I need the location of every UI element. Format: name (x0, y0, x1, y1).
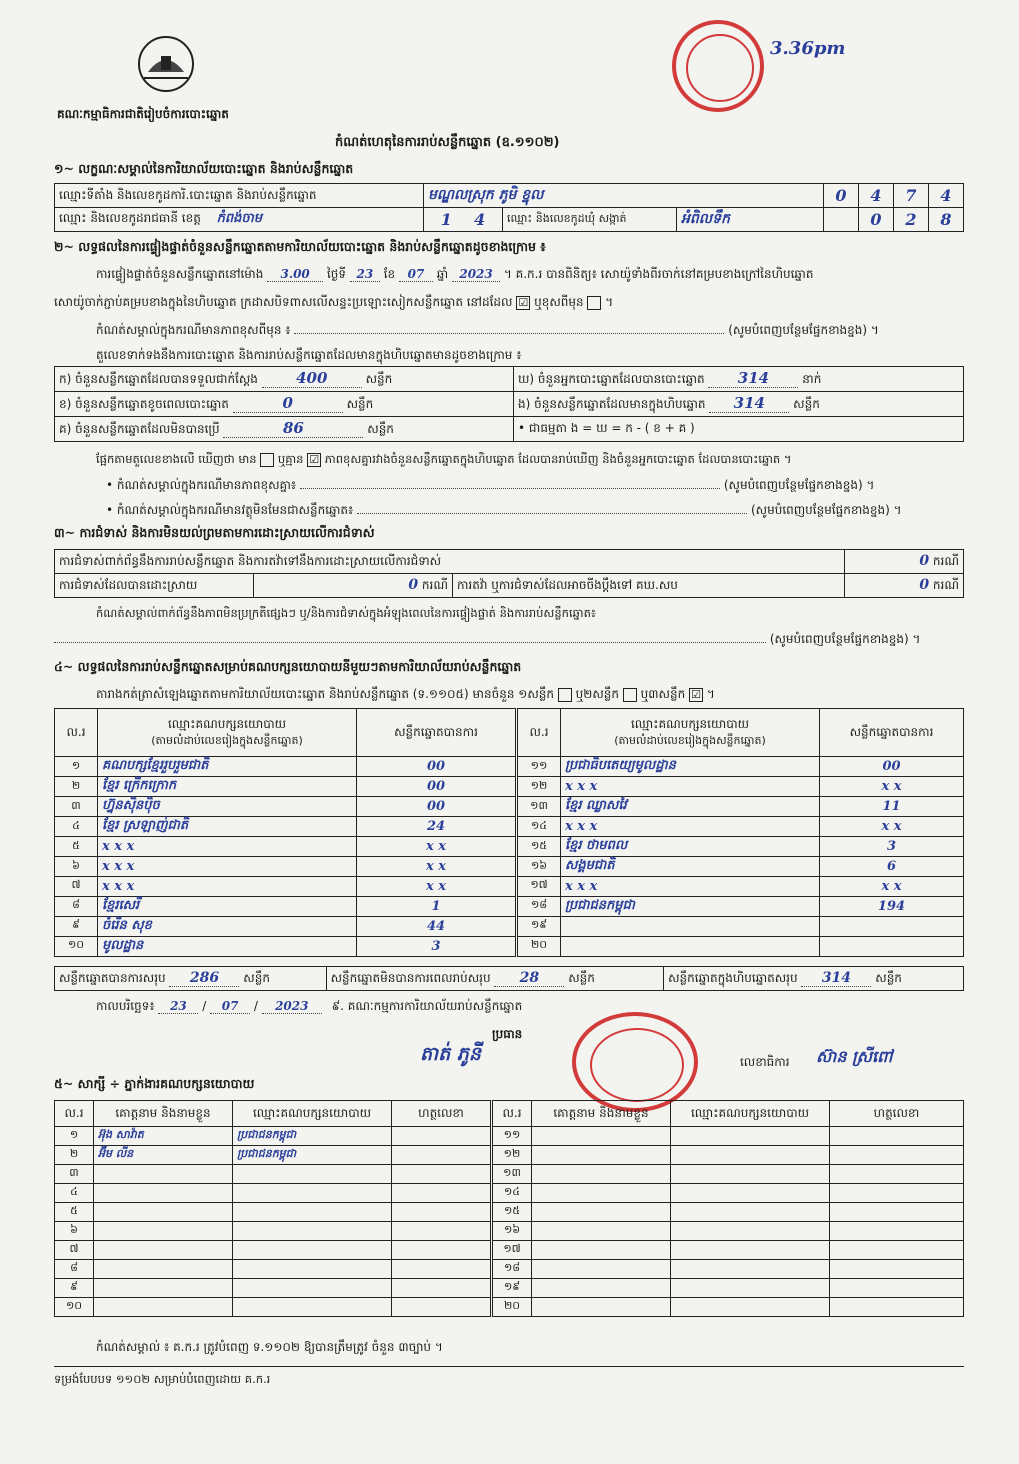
witness-signature (392, 1165, 492, 1184)
witness-signature (392, 1279, 492, 1298)
row-no: ១ (55, 757, 98, 777)
witness-name (94, 1203, 233, 1222)
voters-voted: ឃ) ចំនួនអ្នកបោះឆ្នោតដែលបានបោះឆ្នោត 314 នាក់ (514, 367, 964, 392)
witness-name: អ៊ីម លីន (94, 1146, 233, 1165)
commune-label: ឈ្មោះ និងលេខកូដឃុំ សង្កាត់ (503, 208, 677, 232)
row-no: ១៨ (517, 896, 561, 916)
witness-name (94, 1165, 233, 1184)
station-name-label: ឈ្មោះទីតាំង និងលេខកូដការិ.បោះឆ្នោត និងរាប់សន្លឹកឆ្នោត (55, 184, 424, 208)
row-no: ២ (55, 1146, 94, 1165)
party-votes: 194 (820, 896, 964, 916)
party-name: គណបក្សខ្មែររួបរួមជាតិ (98, 757, 357, 777)
witness-party (671, 1203, 830, 1222)
party-name: x x x (561, 817, 820, 837)
party-name (561, 916, 820, 936)
w-col-party: ឈ្មោះគណបក្សនយោបាយ (671, 1101, 830, 1127)
row-no: ១៧ (492, 1241, 532, 1260)
row-no: ១២ (492, 1146, 532, 1165)
row-no: ៩ (55, 916, 98, 936)
party-votes-table (54, 708, 964, 957)
party-name (561, 936, 820, 956)
table-row (55, 877, 964, 897)
witness-name: អ៊ុង សាវ៉ាត (94, 1127, 233, 1146)
party-votes: 3 (357, 936, 517, 956)
col-votes: សន្លឹកឆ្នោតបានការ (820, 709, 964, 757)
nec-logo-icon (136, 34, 196, 94)
unused-ballots: គ) ចំនួនសន្លឹកឆ្នោតដែលមិនបានប្រើ 86 សន្លឹក (55, 417, 514, 442)
table-row (55, 837, 964, 857)
party-votes: 24 (357, 817, 517, 837)
verification-line-2: សោយ៉ូចាក់ភ្ជាប់គម្របខាងក្នុងនៃហិបឆ្នោត ក្រដាសបិទពាសលើសន្ទះប្រឡោះសៀកសន្លឹកឆ្នោត នៅដដែល ☑ ឬខុសពីមុន ។ (54, 295, 614, 309)
witness-name (94, 1260, 233, 1279)
witness-name (532, 1184, 671, 1203)
witness-name (532, 1222, 671, 1241)
witness-party (671, 1165, 830, 1184)
witness-party (671, 1241, 830, 1260)
witness-name (94, 1222, 233, 1241)
stamp-note: 3.36pm (770, 38, 846, 59)
row-no: ៩ (55, 1279, 94, 1298)
party-votes: x x (357, 877, 517, 897)
w-col-sign: ហត្ថលេខា (830, 1101, 964, 1127)
section-5-heading: ៥~ សាក្សី ÷ ភ្នាក់ងារគណបក្សនយោបាយ (54, 1076, 255, 1091)
form-footer: ទម្រង់បែបបទ ១១០២ សម្រាប់បំពេញដោយ គ.ក.រ (54, 1372, 271, 1386)
party-name: ខ្មែរ ឈ្លាសវៃ (561, 797, 820, 817)
figures-table (54, 366, 964, 442)
total-in-box: សន្លឹកឆ្នោតក្នុងហិបឆ្នោតសរុប 314 សន្លឹក (664, 967, 964, 991)
province-code: 1 4 (424, 208, 503, 232)
party-votes: 3 (820, 837, 964, 857)
resolved-label: ការជំទាស់ដែលបានដោះស្រាយ (55, 574, 254, 598)
bullet-note-1: • កំណត់សម្គាល់ក្នុងករណីមានភាពខុសគ្នា៖ (សូមបំពេញបន្ថែមផ្នែកខាងខ្នង) ។ (106, 478, 875, 492)
resolved-count: 0 ករណី (254, 574, 453, 598)
section-1-heading: ១~ លក្ខណៈសម្គាល់នៃការិយាល័យបោះឆ្នោត និងរាប់សន្លឹកឆ្នោត (54, 161, 354, 176)
commune-value: អំពិលទឹក (677, 208, 824, 232)
party-votes (820, 936, 964, 956)
witness-party (233, 1184, 392, 1203)
party-votes: x x (357, 857, 517, 877)
party-name: ខ្មែរសេរី (98, 896, 357, 916)
formula: • ជាធម្មតា ង = ឃ = ក - ( ខ + គ ) (514, 417, 964, 442)
table-row (55, 1146, 964, 1165)
party-name: សង្គមជាតិ (561, 857, 820, 877)
witness-signature (392, 1203, 492, 1222)
row-no: ៥ (55, 1203, 94, 1222)
row-no: ២ (55, 777, 98, 797)
irregularities-note: កំណត់សម្គាល់ពាក់ព័ន្ធនឹងភាពមិនប្រក្រតីផ្សេងៗ ឬ/និងការជំទាស់ក្នុងអំឡុងពេលនៃការផ្ទៀងផ្ទាត់ និងការរាប់សន្លឹកឆ្នោត៖ (96, 606, 596, 620)
party-name: ប្រជាជនកម្ពុជា (561, 896, 820, 916)
witness-name (532, 1127, 671, 1146)
witness-signature (392, 1241, 492, 1260)
spoiled-ballots: ខ) ចំនួនសន្លឹកឆ្នោតខូចពេលបោះឆ្នោត 0 សន្លឹក (55, 392, 514, 417)
row-no: ១៤ (517, 817, 561, 837)
row-no: ៤ (55, 1184, 94, 1203)
witness-party (233, 1241, 392, 1260)
station-name-value: មណ្ឌលស្រុក ភូមិ ខ្នុល (424, 184, 824, 208)
witness-party (671, 1298, 830, 1317)
col-no: ល.រ (55, 709, 98, 757)
province-label: ឈ្មោះ និងលេខកូដរាជធានី ខេត្ត (59, 211, 201, 225)
table-row (55, 1222, 964, 1241)
chair-label: ប្រធាន (492, 1027, 523, 1041)
row-no: ១១ (492, 1127, 532, 1146)
witness-signature (830, 1298, 964, 1317)
objections-count: 0 ករណី (845, 550, 964, 574)
table-row (55, 1203, 964, 1222)
witness-signature (830, 1279, 964, 1298)
table-row (55, 916, 964, 936)
difference-note: កំណត់សម្គាល់ក្នុងករណីមានភាពខុសពីមុន ៖ (សូមបំពេញបន្ថែមផ្នែកខាងខ្នង) ។ (96, 323, 879, 337)
total-valid: សន្លឹកឆ្នោតបានការសរុប 286 សន្លឹក (55, 967, 327, 991)
party-votes: x x (820, 817, 964, 837)
objections-table (54, 549, 964, 598)
irregularities-line: (សូមបំពេញបន្ថែមផ្នែកខាងខ្នង) ។ (54, 631, 964, 649)
code-digit: 0 (824, 184, 859, 208)
witness-party (671, 1260, 830, 1279)
witness-signature (830, 1260, 964, 1279)
count-month: 07 (399, 267, 433, 282)
code-digit: 0 (859, 208, 894, 232)
party-name: ហ្វ៊ុនស៊ិនប៉ិច (98, 797, 357, 817)
footer-rule (54, 1366, 964, 1367)
witness-party (233, 1203, 392, 1222)
objections-label: ការជំទាស់ពាក់ព័ន្ធនឹងការរាប់សន្លឹកឆ្នោត និងការតវ៉ាទៅនឹងការដោះស្រាយលើការជំទាស់ (55, 550, 845, 574)
w-col-sign: ហត្ថលេខា (392, 1101, 492, 1127)
row-no: ១៤ (492, 1184, 532, 1203)
w-col-name: គោត្តនាម និងនាមខ្លួន (94, 1101, 233, 1127)
party-votes: x x (357, 837, 517, 857)
count-time: 3.00 (267, 267, 323, 282)
table-row (55, 1298, 964, 1317)
w-col-no: ល.រ (55, 1101, 94, 1127)
witness-name (94, 1184, 233, 1203)
witness-name (532, 1203, 671, 1222)
party-name: ខ្មែរ ស្រឡាញ់ជាតិ (98, 817, 357, 837)
party-name: x x x (561, 877, 820, 897)
table-row (55, 896, 964, 916)
witness-party (233, 1260, 392, 1279)
code-digit: 7 (894, 184, 929, 208)
no-difference-checkbox[interactable]: ☑ (307, 453, 321, 467)
witness-name (532, 1241, 671, 1260)
row-no: ៣ (55, 797, 98, 817)
row-no: ១២ (517, 777, 561, 797)
row-no: ១៣ (492, 1165, 532, 1184)
witness-name (532, 1279, 671, 1298)
row-no: ១ (55, 1127, 94, 1146)
table-row (55, 817, 964, 837)
org-name: គណៈកម្មាធិការជាតិរៀបចំការបោះឆ្នោត (57, 107, 229, 121)
count-year: 2023 (452, 267, 500, 282)
row-no: ១៨ (492, 1260, 532, 1279)
row-no: ១៩ (517, 916, 561, 936)
station-id-table (54, 183, 964, 232)
form-title: កំណត់ហេតុនៃការរាប់សន្លឹកឆ្នោត (ឧ.១១០២) (335, 135, 560, 150)
witness-signature (830, 1127, 964, 1146)
section-3-heading: ៣~ ការជំទាស់ និងការមិនយល់ព្រមតាមការដោះស្រាយលើការជំទាស់ (54, 525, 375, 540)
table-row (55, 757, 964, 777)
footnote: កំណត់សម្គាល់ ៖ គ.ក.រ ត្រូវបំពេញ ទ.១១០២ ឱ្យបានត្រឹមត្រូវ ចំនួន ៣ច្បាប់ ។ (96, 1340, 443, 1354)
party-votes: 00 (357, 797, 517, 817)
committee-seal-icon (572, 1012, 698, 1112)
witness-party (233, 1165, 392, 1184)
table-row (55, 1279, 964, 1298)
witness-signature (830, 1146, 964, 1165)
row-no: ១៣ (517, 797, 561, 817)
tally-sheets-line: តារាងកត់ត្រាសំឡេងឆ្នោតតាមការិយាល័យបោះឆ្នោត និងរាប់សន្លឹកឆ្នោត (ទ.១១០៥) មានចំនួន ១សន្លឹក ឬ២សន្លឹក ឬ៣សន្លឹក ☑ ។ (96, 687, 715, 701)
two-sheets-checkbox[interactable] (623, 688, 637, 702)
row-no: ៨ (55, 1260, 94, 1279)
row-no: ៥ (55, 837, 98, 857)
witness-name (94, 1298, 233, 1317)
table-row (55, 1241, 964, 1260)
witness-signature (830, 1184, 964, 1203)
party-votes: 11 (820, 797, 964, 817)
province-row (55, 208, 424, 232)
count-day: 23 (350, 267, 380, 282)
col-party: ឈ្មោះគណបក្សនយោបាយ (តាមលំដាប់លេខរៀងក្នុងសន្លឹកឆ្នោត) (561, 709, 820, 757)
witness-signature (392, 1146, 492, 1165)
row-no: ៨ (55, 896, 98, 916)
figures-intro: តួលេខទាក់ទងនឹងការបោះឆ្នោត និងការរាប់សន្លឹកឆ្នោតដែលមានក្នុងហិបឆ្នោតមានដូចខាងក្រោម ៖ (96, 348, 522, 362)
totals-row (54, 966, 964, 991)
party-name: x x x (561, 777, 820, 797)
row-no: ៧ (55, 1241, 94, 1260)
row-no: ១០ (55, 936, 98, 956)
witness-signature (830, 1165, 964, 1184)
row-no: ២០ (517, 936, 561, 956)
party-votes: x x (820, 777, 964, 797)
party-name: x x x (98, 857, 357, 877)
date-line: កាលបរិច្ឆេទ៖ 23 / 07 / 2023 ៩. គណៈកម្មការការិយាល័យរាប់សន្លឹកឆ្នោត (96, 999, 523, 1013)
same-checkbox[interactable]: ☑ (516, 296, 530, 310)
appeal-label: ការតវ៉ា ឬការជំទាស់ដែលអាចចីងប្ដឹងទៅ គឃ.សប (453, 574, 845, 598)
received-ballots: ក) ចំនួនសន្លឹកឆ្នោតដែលបានទទួលជាក់ស្តែង 400 សន្លឹក (55, 367, 514, 392)
row-no: ៣ (55, 1165, 94, 1184)
witness-signature (830, 1241, 964, 1260)
row-no: ១៧ (517, 877, 561, 897)
row-no: ១១ (517, 757, 561, 777)
discrepancy-line: ផ្អែកតាមតួលេខខាងលើ ឃើញថា មាន ឬគ្មាន ☑ ភាពខុសគ្នារវាងចំនួនសន្លឹកឆ្នោតក្នុងហិបឆ្នោត ដែលបានរាប់ឃើញ និងចំនួនអ្នកបោះឆ្នោត ដែលបានបោះឆ្នោត ។ (96, 452, 792, 466)
bullet-note-2: • កំណត់សម្គាល់ក្នុងករណីមានវត្ថុមិនមែនជាសន្លឹកឆ្នោត៖ (សូមបំពេញបន្ថែមផ្នែកខាងខ្នង) ។ (106, 503, 902, 517)
party-votes: 6 (820, 857, 964, 877)
party-votes (820, 916, 964, 936)
witness-name (532, 1146, 671, 1165)
witness-table (54, 1100, 964, 1317)
witness-party (671, 1222, 830, 1241)
witness-name (94, 1279, 233, 1298)
section-4-heading: ៤~ លទ្ធផលនៃការរាប់សន្លឹកឆ្នោតសម្រាប់គណបក្សនយោបាយនីមួយៗតាមការិយាល័យរាប់សន្លឹកឆ្នោត (54, 659, 522, 674)
w-col-no: ល.រ (492, 1101, 532, 1127)
table-row (55, 1127, 964, 1146)
witness-party (671, 1184, 830, 1203)
table-row (55, 857, 964, 877)
table-row (55, 1165, 964, 1184)
witness-signature (392, 1184, 492, 1203)
verification-line-1: ការផ្ទៀងផ្ទាត់ចំនួនសន្លឹកឆ្នោតនៅម៉ោង 3.00 ថ្ងៃទី 23 ខែ 07 ឆ្នាំ 2023 ។ គ.ក.រ បានពិនិត្យ៖ សោយ៉ូទាំងពីរចាក់នៅគម្របខាងក្រៅនៃហិបឆ្នោត (96, 267, 814, 281)
table-row (55, 797, 964, 817)
table-row (55, 1260, 964, 1279)
party-votes: 00 (357, 757, 517, 777)
w-col-party: ឈ្មោះគណបក្សនយោបាយ (233, 1101, 392, 1127)
three-sheets-checkbox[interactable]: ☑ (689, 688, 703, 702)
secretary-signature: ស៊ាន ស្រីពៅ (816, 1047, 893, 1066)
witness-party (671, 1146, 830, 1165)
party-name: x x x (98, 837, 357, 857)
w-col-name: គោត្តនាម និងនាមខ្លួន (532, 1101, 671, 1127)
row-no: ២០ (492, 1298, 532, 1317)
party-name: ចំរើន សុខ (98, 916, 357, 936)
party-name: ប្រជាធិបតេយ្យមូលដ្ឋាន (561, 757, 820, 777)
secretary-label: លេខាធិការ (740, 1055, 790, 1069)
party-votes: 00 (820, 757, 964, 777)
witness-name (532, 1260, 671, 1279)
witness-party: ប្រជាជនកម្ពុជា (233, 1127, 392, 1146)
has-difference-checkbox[interactable] (260, 453, 274, 467)
witness-signature (392, 1298, 492, 1317)
row-no: ១០ (55, 1298, 94, 1317)
section-2-heading: ២~ លទ្ធផលនៃការផ្ទៀងផ្ទាត់ចំនួនសន្លឹកឆ្នោតតាមការិយាល័យបោះឆ្នោត និងរាប់សន្លឹកឆ្នោតដូចខាងក្រោម ៖ (54, 239, 546, 254)
witness-party (233, 1279, 392, 1298)
table-row (55, 1184, 964, 1203)
province-value: កំពង់ចាម (216, 211, 263, 226)
row-no: ៧ (55, 877, 98, 897)
official-seal-icon (672, 20, 764, 112)
table-row (55, 777, 964, 797)
witness-signature (392, 1260, 492, 1279)
row-no: ១៥ (492, 1203, 532, 1222)
witness-signature (392, 1222, 492, 1241)
total-invalid: សន្លឹកឆ្នោតមិនបានការពេលរាប់សរុប 28 សន្លឹក (326, 967, 663, 991)
witness-name (532, 1298, 671, 1317)
witness-signature (830, 1203, 964, 1222)
appeal-count: 0 ករណី (845, 574, 964, 598)
row-no: ១៦ (492, 1222, 532, 1241)
party-votes: 44 (357, 916, 517, 936)
row-no: ៦ (55, 1222, 94, 1241)
witness-party (671, 1279, 830, 1298)
witness-party (233, 1298, 392, 1317)
chair-signature: តាត់ ភូនី (420, 1043, 481, 1065)
row-no: ៦ (55, 857, 98, 877)
code-digit: 4 (929, 184, 964, 208)
row-no: ១៥ (517, 837, 561, 857)
witness-signature (830, 1222, 964, 1241)
row-no: ១៦ (517, 857, 561, 877)
col-votes: សន្លឹកឆ្នោតបានការ (357, 709, 517, 757)
witness-name (94, 1241, 233, 1260)
party-name: ខ្មែរ ថាមពល (561, 837, 820, 857)
witness-party: ប្រជាជនកម្ពុជា (233, 1146, 392, 1165)
witness-party (671, 1127, 830, 1146)
one-sheet-checkbox[interactable] (558, 688, 572, 702)
different-checkbox[interactable] (587, 296, 601, 310)
row-no: ១៩ (492, 1279, 532, 1298)
party-name: មូលដ្ឋាន (98, 936, 357, 956)
party-votes: x x (820, 877, 964, 897)
party-votes: 1 (357, 896, 517, 916)
witness-signature (392, 1127, 492, 1146)
code-digit: 2 (894, 208, 929, 232)
code-digit: 4 (859, 184, 894, 208)
table-row (55, 936, 964, 956)
party-votes: 00 (357, 777, 517, 797)
col-no: ល.រ (517, 709, 561, 757)
witness-party (233, 1222, 392, 1241)
code-digit: 8 (929, 208, 964, 232)
ballots-in-box: ង) ចំនួនសន្លឹកឆ្នោតដែលមានក្នុងហិបឆ្នោត 314 សន្លឹក (514, 392, 964, 417)
party-name: x x x (98, 877, 357, 897)
row-no: ៤ (55, 817, 98, 837)
party-name: ខ្មែរ ក្រើកក្រោក (98, 777, 357, 797)
witness-name (532, 1165, 671, 1184)
col-party: ឈ្មោះគណបក្សនយោបាយ (តាមលំដាប់លេខរៀងក្នុងសន្លឹកឆ្នោត) (98, 709, 357, 757)
